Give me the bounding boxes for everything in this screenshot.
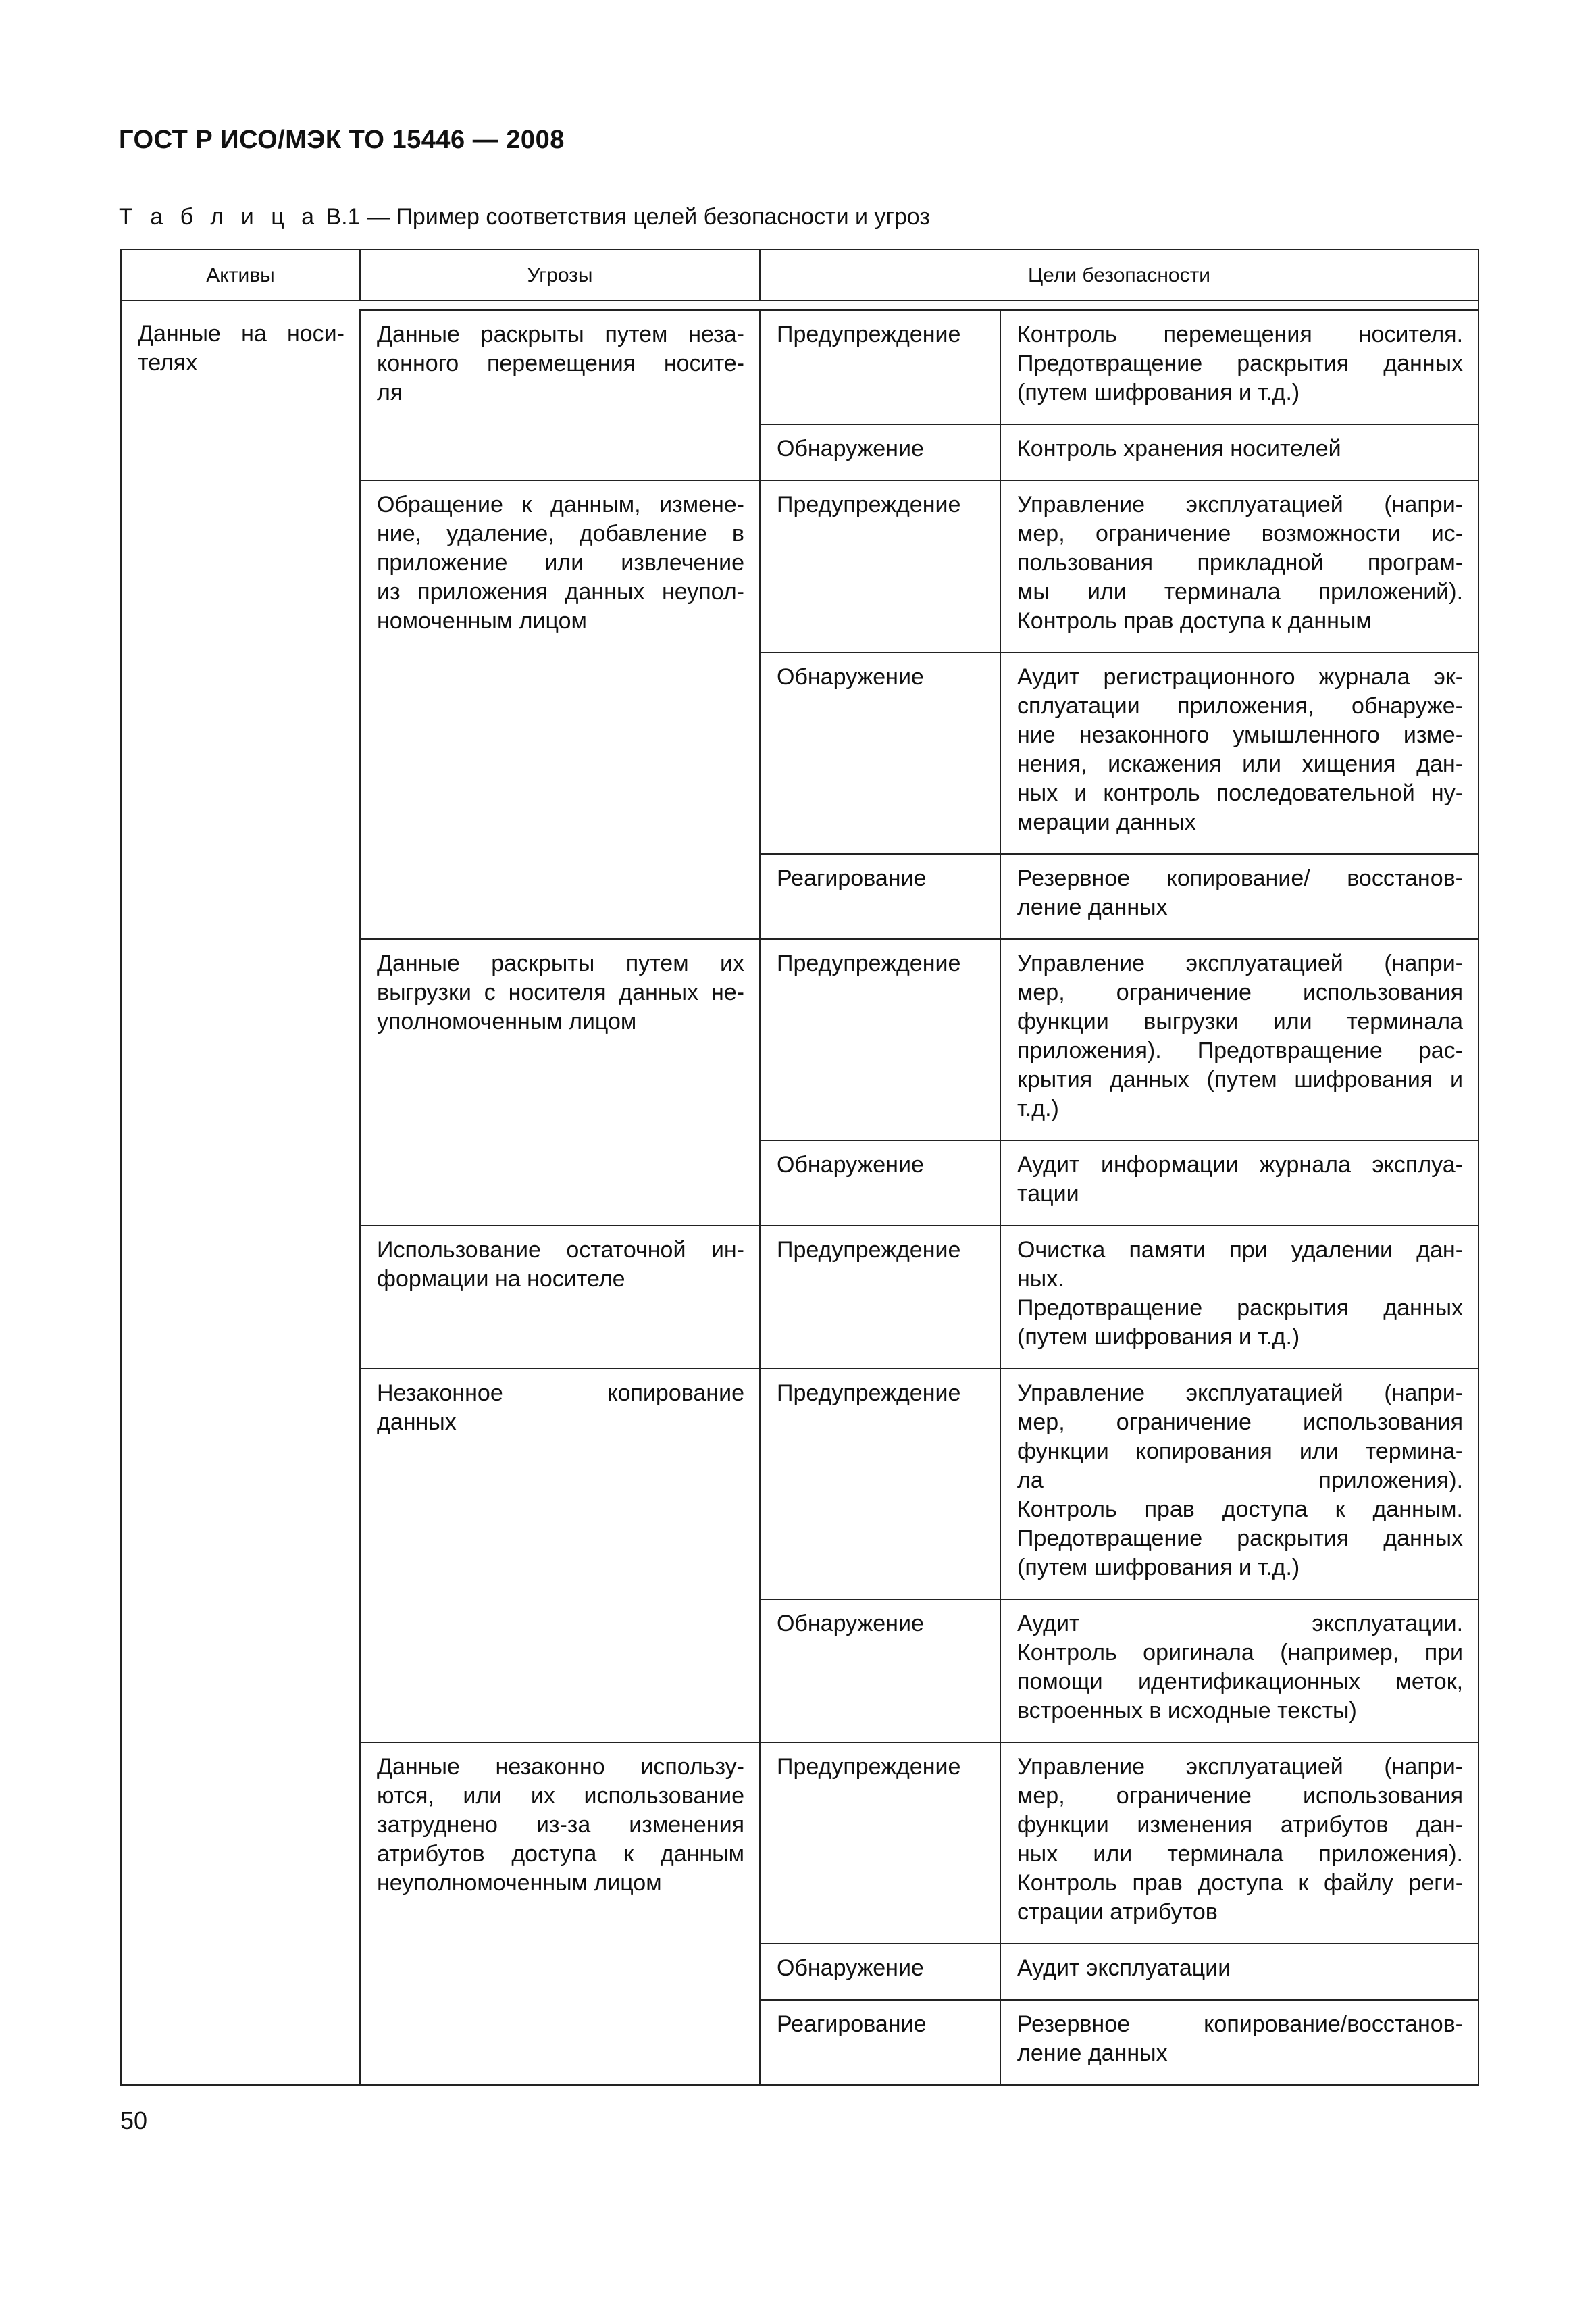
objective-text-cell — [1000, 1140, 1478, 1226]
text-line: Данные незаконно использу- — [377, 1754, 744, 1780]
column-header-assets: Активы — [121, 249, 360, 301]
text-line: помощи идентификационных меток, — [1017, 1669, 1464, 1694]
objective-type-cell: Реагирование — [760, 854, 1000, 939]
text-line: функции копирования или термина- — [1017, 1438, 1464, 1464]
table-body — [121, 301, 1478, 2085]
text-line: ление данных — [1017, 895, 1168, 920]
objective-type-cell: Обнаружение — [760, 1944, 1000, 2000]
text-line: ла приложения). — [1017, 1467, 1464, 1493]
text-line: неуполномоченным лицом — [377, 1870, 662, 1896]
text-line: выгрузки с носителя данных не- — [377, 980, 744, 1005]
text-line: Контроль хранения носителей — [1017, 436, 1341, 461]
text-line: мы или терминала приложений). — [1017, 579, 1464, 605]
text-line: Данные на носи- — [138, 321, 344, 347]
text-line: Обращение к данным, измене- — [377, 492, 744, 518]
column-header-objectives: Цели безопасности — [760, 249, 1478, 301]
text-line: номоченным лицом — [377, 608, 587, 634]
text-line: функции выгрузки или терминала — [1017, 1009, 1464, 1034]
text-line: ных и контроль последовательной ну- — [1017, 780, 1464, 806]
text-line: конного перемещения носите- — [377, 351, 744, 376]
text-line: Данные раскрыты путем неза- — [377, 322, 744, 347]
text-line: приложения). Предотвращение рас- — [1017, 1038, 1464, 1063]
objective-text-cell — [1000, 310, 1478, 424]
objective-text-cell — [1000, 424, 1478, 480]
text-line: Управление эксплуатацией (напри- — [1017, 1380, 1464, 1406]
asset-cell — [121, 310, 360, 2085]
text-line: ние незаконного умышленного изме- — [1017, 722, 1464, 748]
column-header-threats: Угрозы — [360, 249, 760, 301]
objective-text-cell — [1000, 1369, 1478, 1599]
table-caption-text: В.1 — Пример соответствия целей безопасности и угроз — [319, 204, 930, 230]
threat-cell — [360, 1369, 760, 1742]
text-line: Данные раскрыты путем их — [377, 951, 744, 976]
objective-text-cell — [1000, 939, 1478, 1140]
text-line: Контроль прав доступа к данным. — [1017, 1496, 1464, 1522]
threat-cell — [360, 480, 760, 939]
objective-text-cell — [1000, 854, 1478, 939]
text-line: Предотвращение раскрытия данных — [1017, 351, 1464, 376]
table-header-row — [121, 249, 1478, 301]
text-line: крытия данных (путем шифрования и — [1017, 1067, 1464, 1092]
text-line: затруднено из-за изменения — [377, 1812, 744, 1838]
text-line: приложение или извлечение — [377, 550, 744, 576]
text-line: пользования прикладной програм- — [1017, 550, 1464, 576]
text-line: Резервное копирование/ восстанов- — [1017, 865, 1464, 891]
objective-type-cell: Предупреждение — [760, 1369, 1000, 1599]
objective-text-cell — [1000, 2000, 1478, 2085]
text-line: Незаконное копирование — [377, 1380, 744, 1406]
text-line: Аудит эксплуатации. — [1017, 1611, 1464, 1636]
text-line: мер, ограничение использования — [1017, 1409, 1464, 1435]
text-line: нения, искажения или хищения дан- — [1017, 751, 1464, 777]
text-line: данных — [377, 1409, 457, 1435]
text-line: Аудит информации журнала эксплуа- — [1017, 1152, 1464, 1178]
objective-type-cell: Обнаружение — [760, 424, 1000, 480]
text-line: ля — [377, 380, 403, 405]
objective-text-cell — [1000, 1599, 1478, 1742]
objective-text-cell — [1000, 1226, 1478, 1369]
objective-type-cell: Предупреждение — [760, 310, 1000, 424]
text-line: Контроль прав доступа к файлу реги- — [1017, 1870, 1464, 1896]
header-spacer-row — [121, 301, 1478, 310]
security-objectives-table — [120, 249, 1479, 2086]
text-line: из приложения данных неупол- — [377, 579, 744, 605]
text-line: Управление эксплуатацией (напри- — [1017, 1754, 1464, 1780]
text-line: атрибутов доступа к данным — [377, 1841, 744, 1867]
objective-type-cell: Предупреждение — [760, 1742, 1000, 1944]
objective-type-cell: Обнаружение — [760, 1599, 1000, 1742]
objective-type-cell: Обнаружение — [760, 1140, 1000, 1226]
text-line: ных или терминала приложения). — [1017, 1841, 1464, 1867]
objective-type-cell: Обнаружение — [760, 653, 1000, 854]
text-line: (путем шифрования и т.д.) — [1017, 380, 1300, 405]
text-line: мер, ограничение использования — [1017, 1783, 1464, 1809]
text-line: Контроль перемещения носителя. — [1017, 322, 1464, 347]
text-line: Управление эксплуатацией (напри- — [1017, 951, 1464, 976]
text-line: Предотвращение раскрытия данных — [1017, 1526, 1464, 1551]
text-line: Аудит эксплуатации — [1017, 1955, 1231, 1981]
threat-cell — [360, 1742, 760, 2085]
text-line: функции изменения атрибутов дан- — [1017, 1812, 1464, 1838]
text-line: Аудит регистрационного журнала эк- — [1017, 664, 1464, 690]
objective-type-cell: Предупреждение — [760, 1226, 1000, 1369]
text-line: Использование остаточной ин- — [377, 1237, 744, 1263]
text-line: мерации данных — [1017, 809, 1196, 835]
threat-cell — [360, 1226, 760, 1369]
objective-text-cell — [1000, 1944, 1478, 2000]
objective-type-cell: Реагирование — [760, 2000, 1000, 2085]
table-caption-prefix: Т а б л и ц а — [119, 204, 320, 230]
text-line: сплуатации приложения, обнаруже- — [1017, 693, 1464, 719]
text-line: тации — [1017, 1181, 1079, 1207]
text-line: ных. — [1017, 1266, 1064, 1292]
objective-type-cell: Предупреждение — [760, 480, 1000, 653]
text-line: ние, удаление, добавление в — [377, 521, 744, 547]
objective-text-cell — [1000, 1742, 1478, 1944]
text-line: мер, ограничение возможности ис- — [1017, 521, 1464, 547]
text-line: Предотвращение раскрытия данных — [1017, 1295, 1464, 1321]
table-row — [121, 310, 1478, 424]
objective-text-cell — [1000, 480, 1478, 653]
text-line: ются, или их использование — [377, 1783, 744, 1809]
header-spacer-cell — [121, 301, 1478, 310]
text-line: ление данных — [1017, 2040, 1168, 2066]
text-line: страции атрибутов — [1017, 1899, 1218, 1925]
objective-type-cell: Предупреждение — [760, 939, 1000, 1140]
text-line: Управление эксплуатацией (напри- — [1017, 492, 1464, 518]
text-line: Контроль оригинала (например, при — [1017, 1640, 1464, 1665]
threat-cell — [360, 939, 760, 1226]
table-caption — [119, 204, 930, 230]
text-line: телях — [138, 350, 198, 376]
text-line: Контроль прав доступа к данным — [1017, 608, 1372, 634]
document-header: ГОСТ Р ИСО/МЭК ТО 15446 — 2008 — [119, 126, 565, 154]
text-line: Очистка памяти при удалении дан- — [1017, 1237, 1464, 1263]
threat-cell — [360, 310, 760, 480]
text-line: уполномоченным лицом — [377, 1009, 637, 1034]
text-line: (путем шифрования и т.д.) — [1017, 1555, 1300, 1580]
objective-text-cell — [1000, 653, 1478, 854]
text-line: (путем шифрования и т.д.) — [1017, 1324, 1300, 1350]
text-line: формации на носителе — [377, 1266, 625, 1292]
page-number: 50 — [120, 2107, 148, 2134]
text-line: т.д.) — [1017, 1096, 1059, 1122]
text-line: мер, ограничение использования — [1017, 980, 1464, 1005]
text-line: Резервное копирование/восстанов- — [1017, 2011, 1464, 2037]
text-line: встроенных в исходные тексты) — [1017, 1698, 1357, 1724]
